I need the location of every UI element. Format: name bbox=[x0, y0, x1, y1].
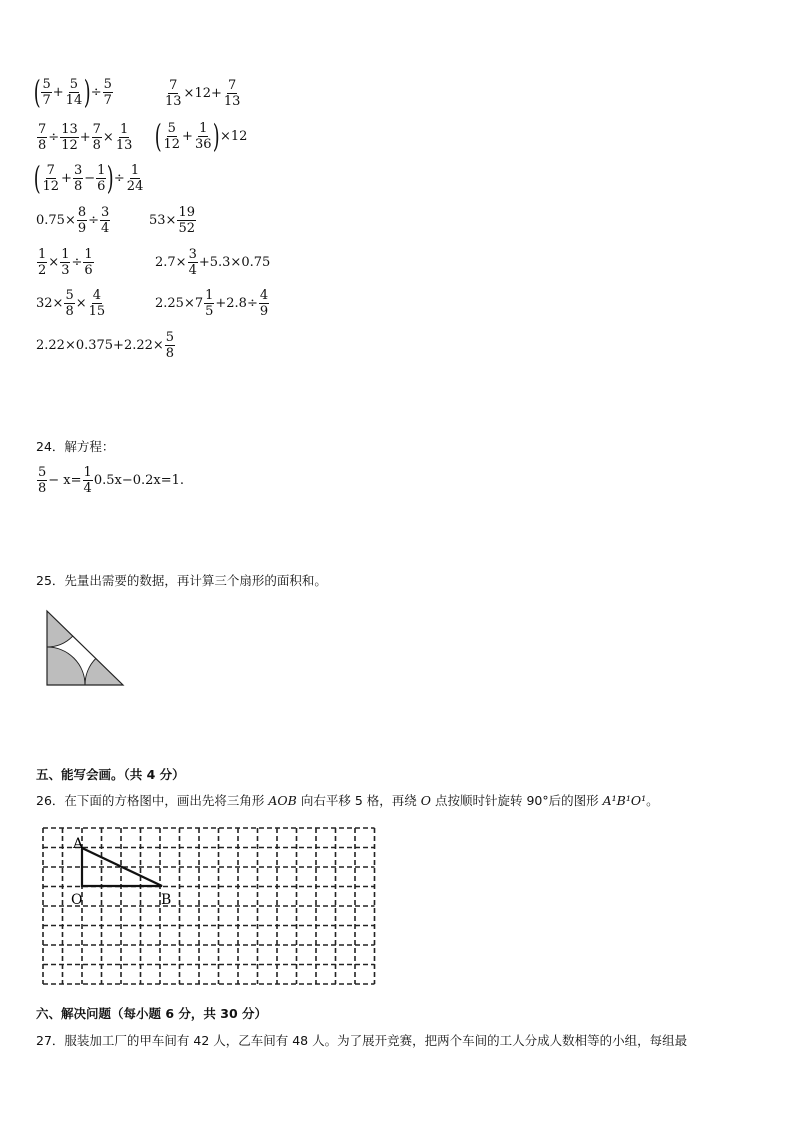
sector-triangle-figure bbox=[43, 607, 133, 689]
section-5-heading: 五、能写会画。（共 4 分） bbox=[36, 767, 185, 782]
expression-2a: $\frac{7}{8}$ ÷ $\frac{13}{12}$ + $\frac{7}{8}$ × $\frac{1}{13}$ bbox=[38, 122, 133, 153]
question-27-text: 27．服装加工厂的甲车间有 42 人，乙车间有 48 人。为了展开竞赛，把两个车间的工人分成人数相等的小组，每组最 bbox=[36, 1033, 688, 1048]
fraction: $\frac{7}{13}$ bbox=[165, 78, 182, 109]
expression-2b: ( 5 12 + $\frac{1}{36}$ ) ×12 bbox=[154, 117, 248, 155]
label-a: A bbox=[73, 836, 84, 852]
section-6-heading: 六、解决问题（每小题 6 分，共 30 分） bbox=[36, 1006, 268, 1021]
fraction: $\frac{5}{7}$ bbox=[103, 76, 112, 108]
grid-figure bbox=[40, 824, 385, 988]
grid-lines bbox=[43, 828, 375, 984]
expression-6a: 32× $\frac{5}{8}$ × $\frac{4}{15}$ bbox=[36, 288, 106, 319]
fraction: $\frac{7}{13}$ bbox=[223, 78, 241, 109]
label-o: O bbox=[71, 892, 83, 908]
expression-5a: $\frac{1}{2}$ × $\frac{1}{3}$ ÷ $\frac{1}{6}$ bbox=[38, 247, 93, 278]
expression-5b: 2.7× $\frac{3}{4}$ +5.3×0.75 bbox=[155, 247, 271, 278]
label-b: B bbox=[161, 892, 172, 908]
question-26-text: 26．在下面的方格图中，画出先将三角形 AOB 向右平移 5 格，再绕 O 点按顺时针旋转 90°后的图形 A¹B¹O¹。 bbox=[36, 793, 659, 808]
expression-7a: 2.22×0.375+2.22× $\frac{5}{8}$ bbox=[36, 330, 175, 361]
expression-6b: 2.25×7 1 5 +2.8÷ $\frac{4}{9}$ bbox=[155, 288, 269, 319]
sector-bottom-left bbox=[43, 647, 85, 689]
fraction: 5 7 bbox=[42, 76, 51, 108]
expression-4a: 0.75× $\frac{8}{9}$ ÷ $\frac{3}{4}$ bbox=[36, 205, 110, 236]
fraction: $\frac{5}{14}$ bbox=[65, 76, 83, 108]
question-25-title: 25．先量出需要的数据，再计算三个扇形的面积和。 bbox=[36, 573, 327, 588]
question-24-title: 24．解方程： bbox=[36, 439, 115, 454]
expression-1b: $\frac{7}{13}$ ×12+ $\frac{7}{13}$ bbox=[165, 78, 241, 109]
expression-3a: ( 7 12 + $\frac{3}{8}$ − $\frac{1}{6}$ ) ÷ $\frac{1}{24}$ bbox=[33, 159, 144, 197]
expression-4b: 53× $\frac{19}{52}$ bbox=[149, 205, 195, 236]
question-24-equations: 5 8 − x= $\frac{1}{4}$ 0.5x−0.2x=1. bbox=[38, 465, 185, 496]
sector-bottom-right bbox=[85, 647, 133, 689]
expression-1a: ( 5 7 + $\frac{5}{14}$ ) ÷ $\frac{5}{7}$ bbox=[33, 73, 112, 111]
